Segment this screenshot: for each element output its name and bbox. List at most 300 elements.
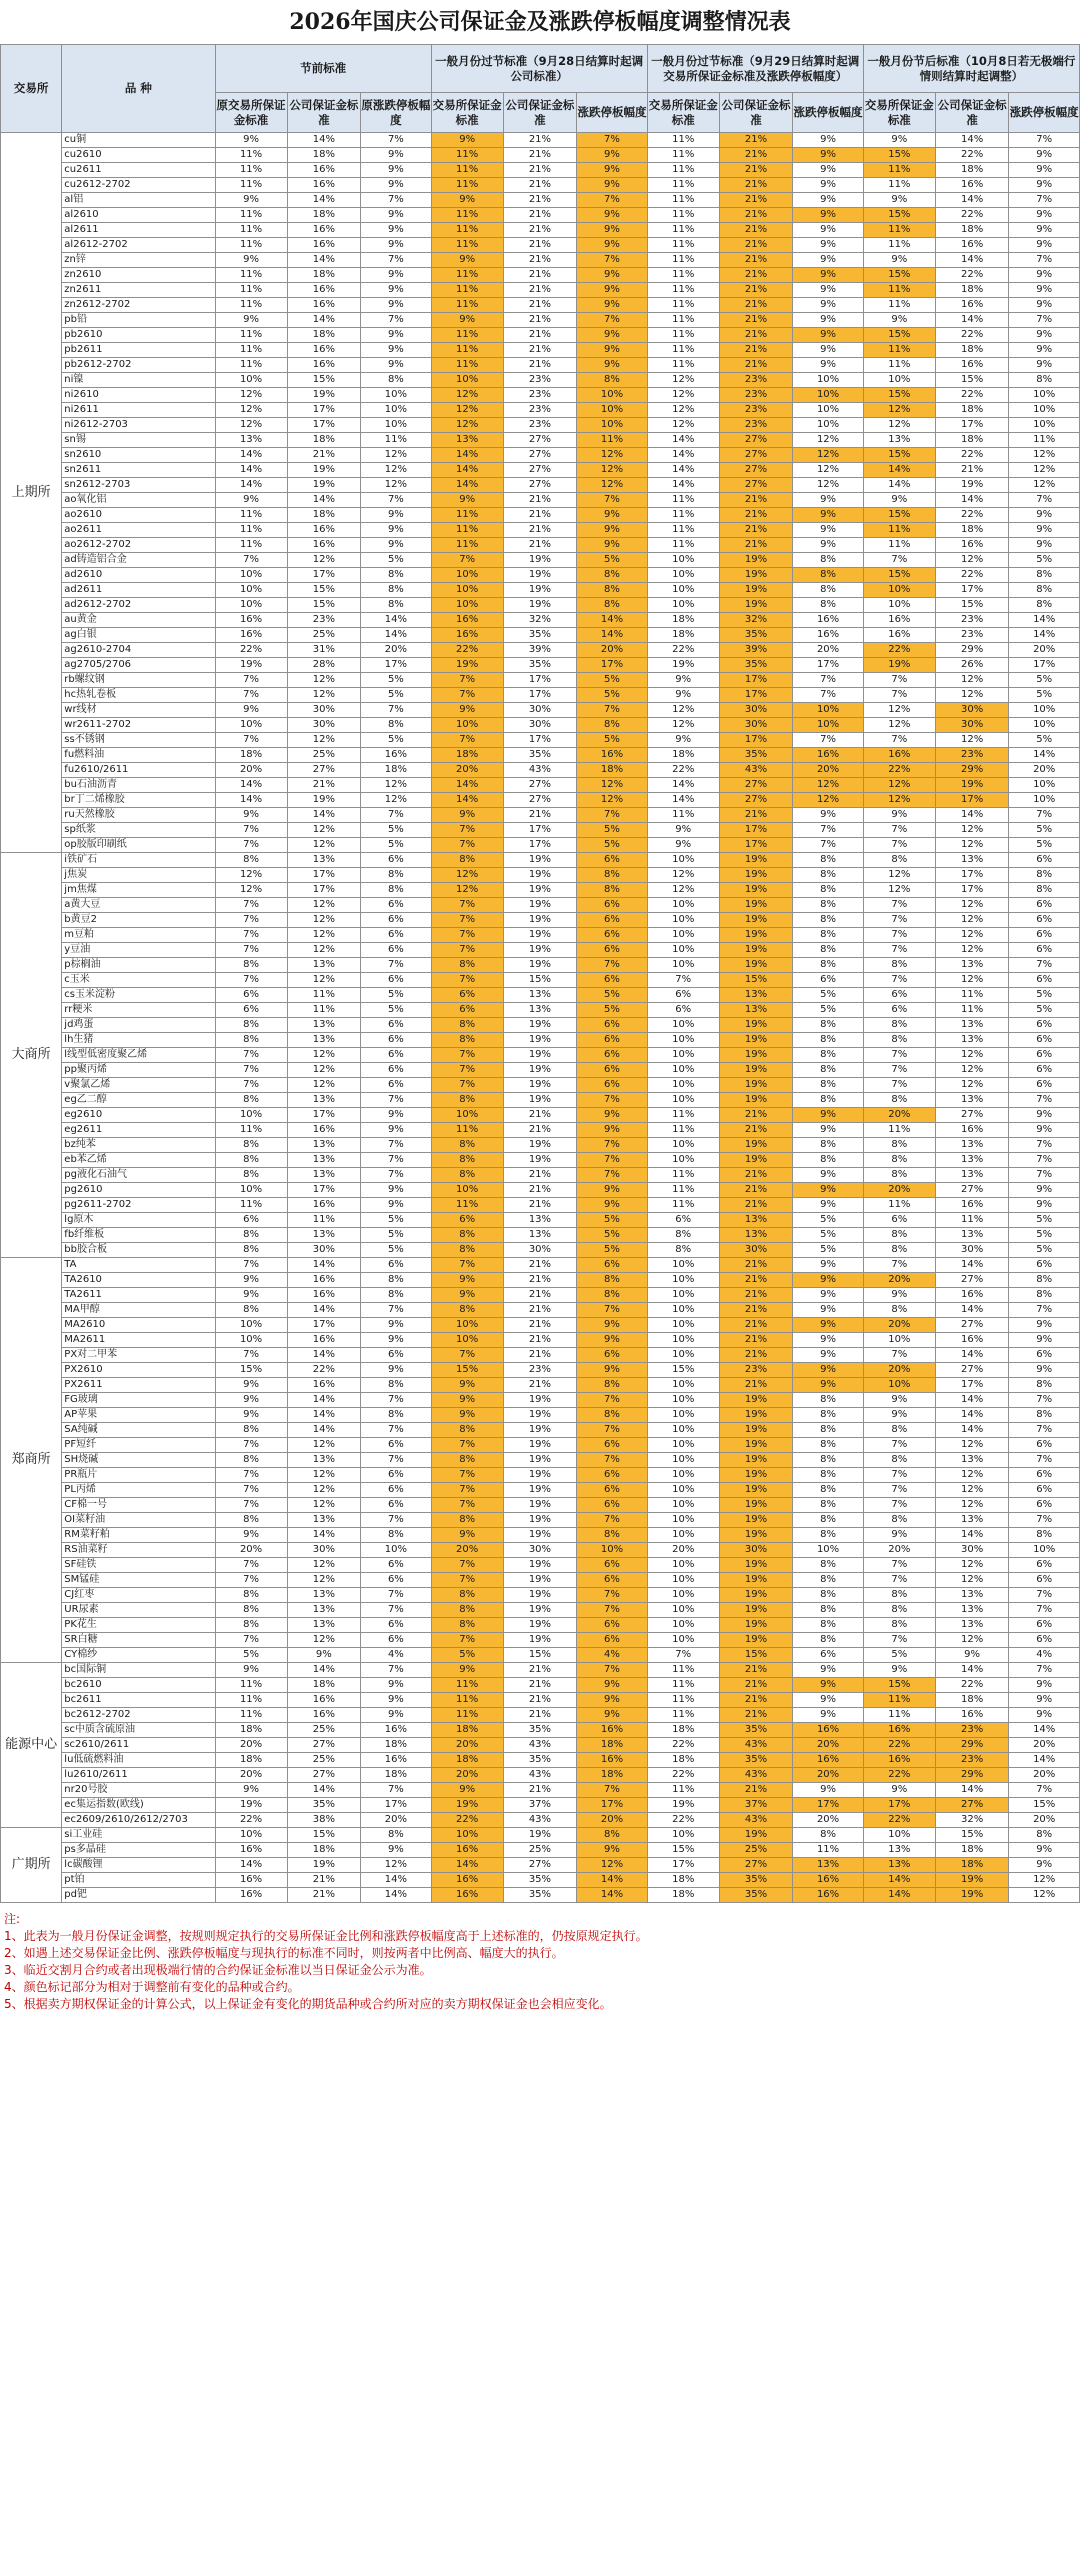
value-cell: 12%: [935, 898, 1009, 913]
value-cell: 9%: [577, 268, 648, 283]
value-cell: 23%: [503, 1363, 577, 1378]
value-cell: 13%: [935, 1228, 1009, 1243]
value-cell: 10%: [647, 1588, 719, 1603]
value-cell: 7%: [1009, 1513, 1080, 1528]
value-cell: 7%: [1009, 1093, 1080, 1108]
value-cell: 8%: [863, 1513, 935, 1528]
value-cell: 43%: [503, 763, 577, 778]
product-cell: FG玻璃: [62, 1393, 215, 1408]
value-cell: 12%: [287, 1438, 361, 1453]
value-cell: 8%: [1009, 868, 1080, 883]
value-cell: 9%: [577, 208, 648, 223]
value-cell: 10%: [863, 1828, 935, 1843]
value-cell: 7%: [215, 973, 287, 988]
value-cell: 7%: [361, 253, 432, 268]
value-cell: 10%: [431, 718, 503, 733]
value-cell: 7%: [647, 973, 719, 988]
value-cell: 8%: [793, 943, 864, 958]
value-cell: 5%: [577, 733, 648, 748]
value-cell: 6%: [863, 1213, 935, 1228]
value-cell: 19%: [719, 598, 793, 613]
table-row: [1, 253, 1080, 268]
value-cell: 8%: [647, 1243, 719, 1258]
value-cell: 6%: [215, 1213, 287, 1228]
value-cell: 9%: [863, 1288, 935, 1303]
value-cell: 9%: [793, 283, 864, 298]
value-cell: 18%: [647, 748, 719, 763]
value-cell: 13%: [935, 958, 1009, 973]
value-cell: 7%: [1009, 1138, 1080, 1153]
value-cell: 22%: [935, 148, 1009, 163]
table-row: [1, 1078, 1080, 1093]
value-cell: 8%: [215, 1153, 287, 1168]
table-row: [1, 1348, 1080, 1363]
value-cell: 20%: [1009, 1738, 1080, 1753]
table-row: [1, 568, 1080, 583]
value-cell: 19%: [719, 1633, 793, 1648]
value-cell: 11%: [647, 523, 719, 538]
value-cell: 8%: [431, 1618, 503, 1633]
value-cell: 8%: [431, 1138, 503, 1153]
value-cell: 12%: [935, 1573, 1009, 1588]
value-cell: 12%: [287, 943, 361, 958]
product-cell: lh生猪: [62, 1033, 215, 1048]
product-cell: SM锰硅: [62, 1573, 215, 1588]
value-cell: 9%: [1009, 343, 1080, 358]
value-cell: 21%: [719, 208, 793, 223]
value-cell: 13%: [935, 1453, 1009, 1468]
product-cell: ag2705/2706: [62, 658, 215, 673]
exchange-cell: 郑商所: [1, 1258, 62, 1663]
value-cell: 22%: [647, 1813, 719, 1828]
value-cell: 10%: [1009, 703, 1080, 718]
value-cell: 19%: [647, 1798, 719, 1813]
value-cell: 10%: [431, 1108, 503, 1123]
value-cell: 12%: [647, 718, 719, 733]
value-cell: 9%: [215, 313, 287, 328]
value-cell: 8%: [793, 568, 864, 583]
value-cell: 6%: [577, 1483, 648, 1498]
value-cell: 18%: [647, 1753, 719, 1768]
value-cell: 8%: [431, 1243, 503, 1258]
value-cell: 8%: [215, 1603, 287, 1618]
value-cell: 8%: [1009, 1408, 1080, 1423]
value-cell: 7%: [361, 958, 432, 973]
value-cell: 9%: [431, 808, 503, 823]
value-cell: 14%: [287, 1423, 361, 1438]
value-cell: 10%: [793, 388, 864, 403]
value-cell: 10%: [215, 598, 287, 613]
value-cell: 17%: [719, 733, 793, 748]
value-cell: 9%: [863, 1783, 935, 1798]
value-cell: 12%: [361, 448, 432, 463]
value-cell: 21%: [719, 523, 793, 538]
value-cell: 11%: [647, 343, 719, 358]
value-cell: 14%: [647, 778, 719, 793]
product-cell: zn锌: [62, 253, 215, 268]
value-cell: 7%: [361, 493, 432, 508]
product-cell: TA2610: [62, 1273, 215, 1288]
value-cell: 6%: [361, 1048, 432, 1063]
value-cell: 8%: [863, 1588, 935, 1603]
table-row: [1, 583, 1080, 598]
value-cell: 12%: [287, 1468, 361, 1483]
value-cell: 20%: [793, 763, 864, 778]
value-cell: 10%: [647, 1063, 719, 1078]
value-cell: 10%: [577, 388, 648, 403]
value-cell: 7%: [431, 553, 503, 568]
value-cell: 6%: [577, 1633, 648, 1648]
product-cell: sn2610: [62, 448, 215, 463]
value-cell: 10%: [647, 1303, 719, 1318]
value-cell: 17%: [935, 418, 1009, 433]
table-row: [1, 1618, 1080, 1633]
value-cell: 9%: [793, 1363, 864, 1378]
value-cell: 18%: [935, 433, 1009, 448]
value-cell: 12%: [935, 1498, 1009, 1513]
product-cell: pg2610: [62, 1183, 215, 1198]
value-cell: 5%: [1009, 688, 1080, 703]
value-cell: 9%: [215, 1393, 287, 1408]
value-cell: 13%: [287, 853, 361, 868]
table-row: [1, 1363, 1080, 1378]
value-cell: 21%: [503, 343, 577, 358]
value-cell: 16%: [935, 1198, 1009, 1213]
value-cell: 14%: [935, 193, 1009, 208]
value-cell: 9%: [793, 508, 864, 523]
table-row: [1, 1033, 1080, 1048]
table-row: [1, 178, 1080, 193]
product-cell: fu2610/2611: [62, 763, 215, 778]
value-cell: 9%: [361, 1318, 432, 1333]
value-cell: 11%: [431, 223, 503, 238]
value-cell: 21%: [503, 1783, 577, 1798]
product-cell: eg乙二醇: [62, 1093, 215, 1108]
value-cell: 17%: [793, 658, 864, 673]
value-cell: 16%: [863, 748, 935, 763]
value-cell: 16%: [863, 1723, 935, 1738]
value-cell: 22%: [935, 448, 1009, 463]
value-cell: 7%: [793, 688, 864, 703]
value-cell: 9%: [793, 1258, 864, 1273]
value-cell: 20%: [793, 1813, 864, 1828]
value-cell: 13%: [935, 1603, 1009, 1618]
value-cell: 15%: [863, 1678, 935, 1693]
value-cell: 13%: [793, 1858, 864, 1873]
value-cell: 9%: [1009, 1183, 1080, 1198]
value-cell: 7%: [577, 1588, 648, 1603]
value-cell: 19%: [503, 1048, 577, 1063]
value-cell: 8%: [793, 1828, 864, 1843]
value-cell: 7%: [215, 1468, 287, 1483]
value-cell: 23%: [503, 373, 577, 388]
value-cell: 21%: [719, 238, 793, 253]
value-cell: 8%: [793, 1603, 864, 1618]
value-cell: 9%: [793, 1198, 864, 1213]
value-cell: 12%: [287, 1048, 361, 1063]
value-cell: 8%: [215, 1588, 287, 1603]
value-cell: 18%: [287, 508, 361, 523]
value-cell: 6%: [863, 988, 935, 1003]
subheader-cell: 涨跌停板幅度: [1009, 93, 1080, 133]
value-cell: 7%: [431, 898, 503, 913]
value-cell: 18%: [935, 403, 1009, 418]
value-cell: 23%: [719, 388, 793, 403]
value-cell: 14%: [361, 628, 432, 643]
product-cell: bc2611: [62, 1693, 215, 1708]
value-cell: 9%: [361, 208, 432, 223]
value-cell: 35%: [719, 748, 793, 763]
value-cell: 30%: [719, 703, 793, 718]
value-cell: 18%: [361, 763, 432, 778]
value-cell: 30%: [935, 1243, 1009, 1258]
value-cell: 10%: [647, 1393, 719, 1408]
value-cell: 21%: [503, 208, 577, 223]
value-cell: 21%: [719, 1288, 793, 1303]
value-cell: 21%: [719, 148, 793, 163]
value-cell: 14%: [215, 1858, 287, 1873]
value-cell: 7%: [1009, 1303, 1080, 1318]
value-cell: 17%: [863, 1798, 935, 1813]
value-cell: 11%: [935, 988, 1009, 1003]
table-row: [1, 1828, 1080, 1843]
product-cell: ss不锈钢: [62, 733, 215, 748]
value-cell: 12%: [935, 1048, 1009, 1063]
product-cell: bc国际铜: [62, 1663, 215, 1678]
value-cell: 7%: [577, 133, 648, 148]
value-cell: 15%: [287, 373, 361, 388]
value-cell: 5%: [793, 1003, 864, 1018]
value-cell: 28%: [287, 658, 361, 673]
table-row: [1, 1108, 1080, 1123]
value-cell: 14%: [287, 1783, 361, 1798]
value-cell: 8%: [1009, 1273, 1080, 1288]
value-cell: 9%: [361, 343, 432, 358]
table-row: [1, 1573, 1080, 1588]
value-cell: 19%: [503, 1513, 577, 1528]
value-cell: 9%: [863, 1408, 935, 1423]
value-cell: 20%: [793, 643, 864, 658]
value-cell: 6%: [577, 1468, 648, 1483]
table-row: [1, 1873, 1080, 1888]
value-cell: 19%: [287, 388, 361, 403]
value-cell: 21%: [719, 1318, 793, 1333]
product-cell: UR尿素: [62, 1603, 215, 1618]
value-cell: 7%: [1009, 1453, 1080, 1468]
value-cell: 12%: [647, 388, 719, 403]
value-cell: 17%: [935, 868, 1009, 883]
value-cell: 16%: [287, 1693, 361, 1708]
value-cell: 13%: [935, 1033, 1009, 1048]
value-cell: 8%: [215, 853, 287, 868]
value-cell: 21%: [719, 1708, 793, 1723]
value-cell: 14%: [863, 1873, 935, 1888]
value-cell: 12%: [935, 973, 1009, 988]
value-cell: 6%: [863, 1003, 935, 1018]
value-cell: 14%: [577, 628, 648, 643]
value-cell: 5%: [577, 1243, 648, 1258]
value-cell: 6%: [577, 1018, 648, 1033]
subheader-cell: 公司保证金标准: [935, 93, 1009, 133]
value-cell: 35%: [719, 1888, 793, 1903]
value-cell: 12%: [935, 673, 1009, 688]
value-cell: 20%: [863, 1183, 935, 1198]
value-cell: 7%: [1009, 133, 1080, 148]
value-cell: 11%: [863, 343, 935, 358]
value-cell: 23%: [935, 628, 1009, 643]
value-cell: 11%: [647, 1123, 719, 1138]
value-cell: 21%: [287, 448, 361, 463]
value-cell: 10%: [647, 1033, 719, 1048]
value-cell: 19%: [719, 583, 793, 598]
value-cell: 43%: [503, 1768, 577, 1783]
value-cell: 8%: [577, 1528, 648, 1543]
note-line: 1、此表为一般月份保证金调整，按规则规定执行的交易所保证金比例和涨跌停板幅度高于上述标准的，仍按原规定执行。: [4, 1929, 648, 1943]
value-cell: 7%: [215, 1258, 287, 1273]
table-row: [1, 778, 1080, 793]
value-cell: 35%: [719, 1753, 793, 1768]
value-cell: 6%: [361, 1348, 432, 1363]
value-cell: 19%: [719, 1408, 793, 1423]
table-row: [1, 1123, 1080, 1138]
value-cell: 20%: [215, 1543, 287, 1558]
table-row: [1, 1228, 1080, 1243]
table-row: [1, 298, 1080, 313]
value-cell: 22%: [863, 643, 935, 658]
value-cell: 10%: [647, 943, 719, 958]
value-cell: 9%: [577, 1363, 648, 1378]
value-cell: 21%: [719, 1693, 793, 1708]
table-row: [1, 1198, 1080, 1213]
value-cell: 6%: [1009, 1078, 1080, 1093]
value-cell: 9%: [431, 493, 503, 508]
value-cell: 21%: [719, 1258, 793, 1273]
value-cell: 9%: [1009, 358, 1080, 373]
value-cell: 11%: [647, 1108, 719, 1123]
value-cell: 9%: [863, 1663, 935, 1678]
value-cell: 8%: [431, 1168, 503, 1183]
value-cell: 6%: [361, 973, 432, 988]
value-cell: 12%: [431, 883, 503, 898]
value-cell: 11%: [431, 1123, 503, 1138]
value-cell: 8%: [361, 718, 432, 733]
value-cell: 22%: [935, 1678, 1009, 1693]
value-cell: 11%: [431, 1693, 503, 1708]
value-cell: 21%: [719, 1333, 793, 1348]
value-cell: 21%: [719, 298, 793, 313]
value-cell: 13%: [863, 433, 935, 448]
value-cell: 9%: [577, 223, 648, 238]
value-cell: 9%: [577, 1708, 648, 1723]
table-row: [1, 1768, 1080, 1783]
value-cell: 7%: [215, 1633, 287, 1648]
product-cell: RS油菜籽: [62, 1543, 215, 1558]
product-cell: ao2610: [62, 508, 215, 523]
value-cell: 21%: [719, 268, 793, 283]
value-cell: 6%: [431, 1003, 503, 1018]
value-cell: 9%: [215, 1783, 287, 1798]
value-cell: 9%: [361, 1678, 432, 1693]
value-cell: 19%: [503, 1033, 577, 1048]
product-cell: MA甲醇: [62, 1303, 215, 1318]
value-cell: 9%: [361, 283, 432, 298]
value-cell: 10%: [647, 1573, 719, 1588]
value-cell: 18%: [361, 1768, 432, 1783]
table-row: [1, 493, 1080, 508]
value-cell: 7%: [863, 823, 935, 838]
value-cell: 9%: [1009, 1678, 1080, 1693]
value-cell: 27%: [503, 463, 577, 478]
value-cell: 11%: [863, 223, 935, 238]
value-cell: 9%: [793, 493, 864, 508]
value-cell: 14%: [863, 478, 935, 493]
value-cell: 22%: [647, 643, 719, 658]
value-cell: 6%: [647, 1003, 719, 1018]
value-cell: 22%: [215, 1813, 287, 1828]
value-cell: 10%: [863, 1333, 935, 1348]
value-cell: 9%: [431, 1393, 503, 1408]
value-cell: 6%: [577, 1078, 648, 1093]
value-cell: 8%: [431, 853, 503, 868]
value-cell: 12%: [793, 778, 864, 793]
value-cell: 7%: [863, 1258, 935, 1273]
value-cell: 21%: [287, 1873, 361, 1888]
value-cell: 7%: [1009, 808, 1080, 823]
value-cell: 5%: [793, 1213, 864, 1228]
value-cell: 8%: [793, 1483, 864, 1498]
value-cell: 13%: [719, 988, 793, 1003]
product-cell: lu2610/2611: [62, 1768, 215, 1783]
value-cell: 13%: [935, 853, 1009, 868]
table-row: [1, 1843, 1080, 1858]
value-cell: 13%: [935, 1093, 1009, 1108]
value-cell: 15%: [863, 448, 935, 463]
value-cell: 21%: [503, 283, 577, 298]
value-cell: 9%: [793, 1318, 864, 1333]
value-cell: 12%: [863, 418, 935, 433]
value-cell: 11%: [647, 1663, 719, 1678]
value-cell: 13%: [287, 1153, 361, 1168]
value-cell: 14%: [935, 1528, 1009, 1543]
value-cell: 16%: [287, 343, 361, 358]
value-cell: 19%: [287, 1858, 361, 1873]
value-cell: 12%: [287, 1573, 361, 1588]
value-cell: 14%: [431, 478, 503, 493]
value-cell: 14%: [287, 1258, 361, 1273]
value-cell: 18%: [431, 1723, 503, 1738]
value-cell: 14%: [647, 433, 719, 448]
value-cell: 15%: [287, 1828, 361, 1843]
value-cell: 8%: [215, 1138, 287, 1153]
value-cell: 7%: [863, 838, 935, 853]
value-cell: 12%: [935, 733, 1009, 748]
value-cell: 12%: [577, 1858, 648, 1873]
product-cell: bb胶合板: [62, 1243, 215, 1258]
value-cell: 5%: [361, 1228, 432, 1243]
table-row: [1, 613, 1080, 628]
table-row: [1, 328, 1080, 343]
value-cell: 13%: [863, 1858, 935, 1873]
table-row: [1, 1018, 1080, 1033]
table-row: [1, 763, 1080, 778]
table-row: [1, 823, 1080, 838]
table-row: [1, 1708, 1080, 1723]
value-cell: 8%: [431, 1588, 503, 1603]
value-cell: 19%: [503, 1153, 577, 1168]
value-cell: 29%: [935, 643, 1009, 658]
value-cell: 16%: [215, 628, 287, 643]
product-cell: PR瓶片: [62, 1468, 215, 1483]
